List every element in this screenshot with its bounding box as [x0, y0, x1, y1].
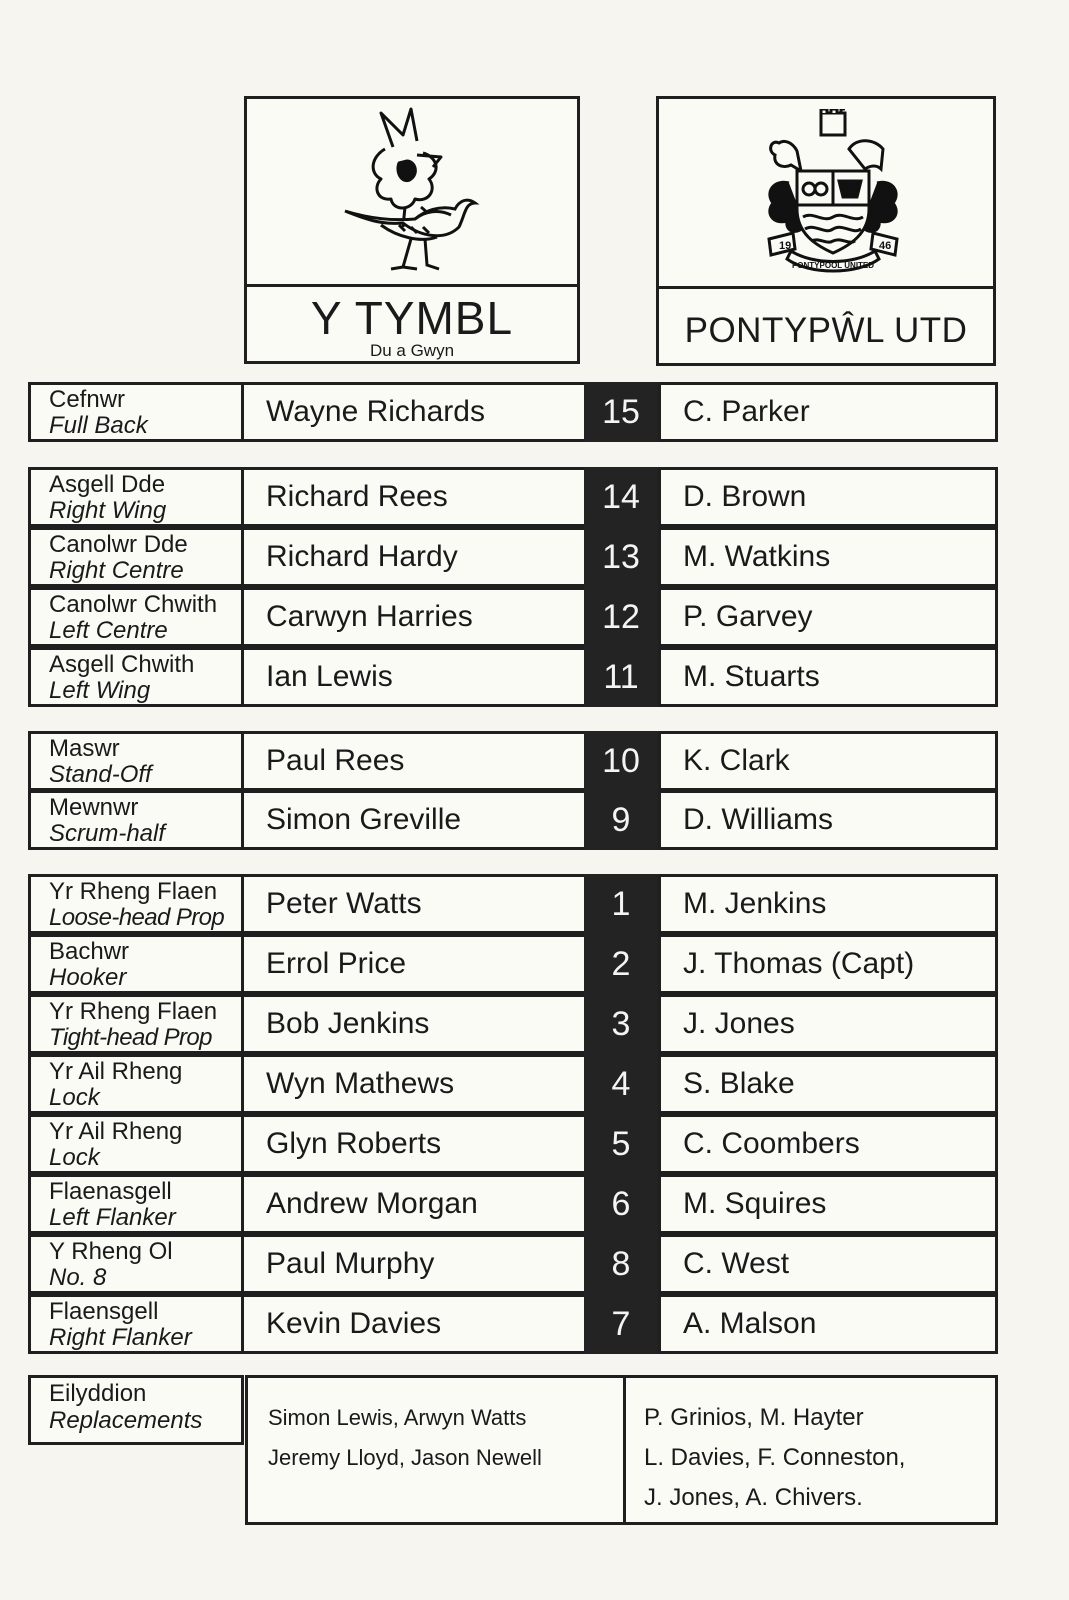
position-welsh: Asgell Chwith: [49, 651, 195, 678]
lineup-row-right-centre: [28, 527, 998, 587]
home-player: Wyn Mathews: [244, 1054, 586, 1114]
replacements-welsh: Eilyddion: [49, 1380, 147, 1407]
position-english: Tight-head Prop: [49, 1024, 212, 1051]
home-player: Carwyn Harries: [244, 587, 586, 647]
position-label: [28, 731, 244, 791]
position-english: Right Centre: [49, 557, 184, 584]
replacements-english: Replacements: [49, 1407, 203, 1434]
position-welsh: Bachwr: [49, 938, 130, 965]
position-welsh: Flaensgell: [49, 1298, 159, 1325]
lineup-row-left-flanker: [28, 1174, 998, 1234]
away-player: M. Watkins: [658, 527, 998, 587]
position-english: Hooker: [49, 964, 127, 991]
home-replacements-line: Jeremy Lloyd, Jason Newell: [268, 1445, 542, 1470]
lineup-row-stand-off: [28, 731, 998, 791]
away-player: K. Clark: [658, 731, 998, 791]
position-label: [28, 527, 244, 587]
position-welsh: Cefnwr: [49, 386, 126, 413]
shirt-number: 1: [584, 874, 658, 934]
shirt-number: 4: [584, 1054, 658, 1114]
shirt-number: 8: [584, 1234, 658, 1294]
lineup-row-left-centre: [28, 587, 998, 647]
away-player: D. Williams: [658, 790, 998, 850]
position-english: Right Wing: [49, 497, 167, 524]
away-player: J. Thomas (Capt): [658, 934, 998, 994]
position-label: [28, 790, 244, 850]
home-crest-area: [247, 99, 577, 287]
shirt-number: 13: [584, 527, 658, 587]
position-english: Left Centre: [49, 617, 168, 644]
position-label: [28, 647, 244, 707]
position-label: [28, 1174, 244, 1234]
shirt-number: 5: [584, 1114, 658, 1174]
lineup-row-number-eight: [28, 1234, 998, 1294]
lineup-row-left-wing: [28, 647, 998, 707]
position-welsh: Y Rheng Ol: [49, 1238, 173, 1265]
away-team-name: PONTYPŴL UTD: [684, 311, 968, 350]
position-english: Full Back: [49, 412, 148, 439]
away-replacements-line: L. Davies, F. Conneston,: [644, 1444, 906, 1471]
position-english: Stand-Off: [49, 761, 152, 788]
away-player: C. West: [658, 1234, 998, 1294]
shirt-number: 10: [584, 731, 658, 791]
position-label: [28, 1114, 244, 1174]
home-replacements: [268, 1398, 542, 1478]
home-player: Peter Watts: [244, 874, 586, 934]
away-player: S. Blake: [658, 1054, 998, 1114]
shirt-number: 7: [584, 1294, 658, 1354]
position-label: [28, 382, 244, 442]
home-team-colours: Du a Gwyn: [369, 341, 455, 360]
replacements-label: [28, 1375, 244, 1445]
away-player: M. Jenkins: [658, 874, 998, 934]
position-label: [28, 467, 244, 527]
position-welsh: Yr Rheng Flaen: [49, 878, 218, 905]
position-welsh: Flaenasgell: [49, 1178, 172, 1205]
position-english: Right Flanker: [49, 1324, 192, 1351]
away-replacements: [644, 1398, 905, 1518]
away-player: J. Jones: [658, 994, 998, 1054]
home-player: Errol Price: [244, 934, 586, 994]
lineup-row-right-flanker: [28, 1294, 998, 1354]
home-player: Richard Hardy: [244, 527, 586, 587]
lineup-row-full-back: [28, 382, 998, 442]
home-player: Simon Greville: [244, 790, 586, 850]
position-label: [28, 1294, 244, 1354]
lineup-row-right-wing: [28, 467, 998, 527]
home-team-name: Y TYMBL: [310, 292, 514, 344]
lineup-row-hooker: [28, 934, 998, 994]
away-player: P. Garvey: [658, 587, 998, 647]
shirt-number: 12: [584, 587, 658, 647]
away-team-header: [656, 96, 996, 366]
home-player: Glyn Roberts: [244, 1114, 586, 1174]
position-english: No. 8: [49, 1264, 107, 1291]
position-welsh: Canolwr Dde: [49, 531, 188, 558]
lineup-row-loose-head-prop: [28, 874, 998, 934]
position-welsh: Maswr: [49, 735, 120, 762]
position-english: Scrum-half: [49, 820, 166, 847]
position-english: Lock: [49, 1084, 100, 1111]
position-welsh: Yr Ail Rheng: [49, 1058, 183, 1085]
away-player: C. Coombers: [658, 1114, 998, 1174]
away-replacements-line: J. Jones, A. Chivers.: [644, 1484, 863, 1511]
away-player: C. Parker: [658, 382, 998, 442]
home-replacements-line: Simon Lewis, Arwyn Watts: [268, 1405, 527, 1430]
position-welsh: Yr Rheng Flaen: [49, 998, 218, 1025]
replacements-divider: [623, 1378, 626, 1522]
home-player: Bob Jenkins: [244, 994, 586, 1054]
home-player: Kevin Davies: [244, 1294, 586, 1354]
home-player: Richard Rees: [244, 467, 586, 527]
shirt-number: 6: [584, 1174, 658, 1234]
shirt-number: 3: [584, 994, 658, 1054]
shirt-number: 15: [584, 382, 658, 442]
home-player: Paul Murphy: [244, 1234, 586, 1294]
position-label: [28, 587, 244, 647]
shirt-number: 2: [584, 934, 658, 994]
lineup-row-scrum-half: [28, 790, 998, 850]
replacements-box: [245, 1375, 998, 1525]
position-label: [28, 1234, 244, 1294]
position-english: Left Flanker: [49, 1204, 176, 1231]
away-crest-area: [659, 99, 993, 289]
daffodil-bird-crest-icon: [341, 107, 481, 277]
crest-year-start: 19: [779, 240, 792, 252]
lineup-row-lock-4: [28, 1054, 998, 1114]
position-label: [28, 874, 244, 934]
shirt-number: 14: [584, 467, 658, 527]
shirt-number: 11: [584, 647, 658, 707]
position-english: Lock: [49, 1144, 100, 1171]
away-player: M. Stuarts: [658, 647, 998, 707]
lineup-row-tight-head-prop: [28, 994, 998, 1054]
away-player: M. Squires: [658, 1174, 998, 1234]
home-player: Wayne Richards: [244, 382, 586, 442]
position-english: Loose-head Prop: [49, 904, 225, 931]
lineup-row-lock-5: [28, 1114, 998, 1174]
home-player: Ian Lewis: [244, 647, 586, 707]
position-label: [28, 994, 244, 1054]
shirt-number: 9: [584, 790, 658, 850]
home-team-header: [244, 96, 580, 364]
position-welsh: Yr Ail Rheng: [49, 1118, 183, 1145]
position-welsh: Canolwr Chwith: [49, 591, 218, 618]
position-label: [28, 1054, 244, 1114]
away-player: D. Brown: [658, 467, 998, 527]
position-welsh: Mewnwr: [49, 794, 139, 821]
position-label: [28, 934, 244, 994]
crest-year-end: 46: [879, 240, 892, 252]
pontypool-shield-crest-icon: [753, 109, 913, 279]
position-welsh: Asgell Dde: [49, 471, 166, 498]
away-replacements-line: P. Grinios, M. Hayter: [644, 1404, 864, 1431]
away-player: A. Malson: [658, 1294, 998, 1354]
home-player: Andrew Morgan: [244, 1174, 586, 1234]
home-player: Paul Rees: [244, 731, 586, 791]
position-english: Left Wing: [49, 677, 151, 704]
crest-scroll-text: PONTYPOOL UNITED: [791, 261, 875, 270]
